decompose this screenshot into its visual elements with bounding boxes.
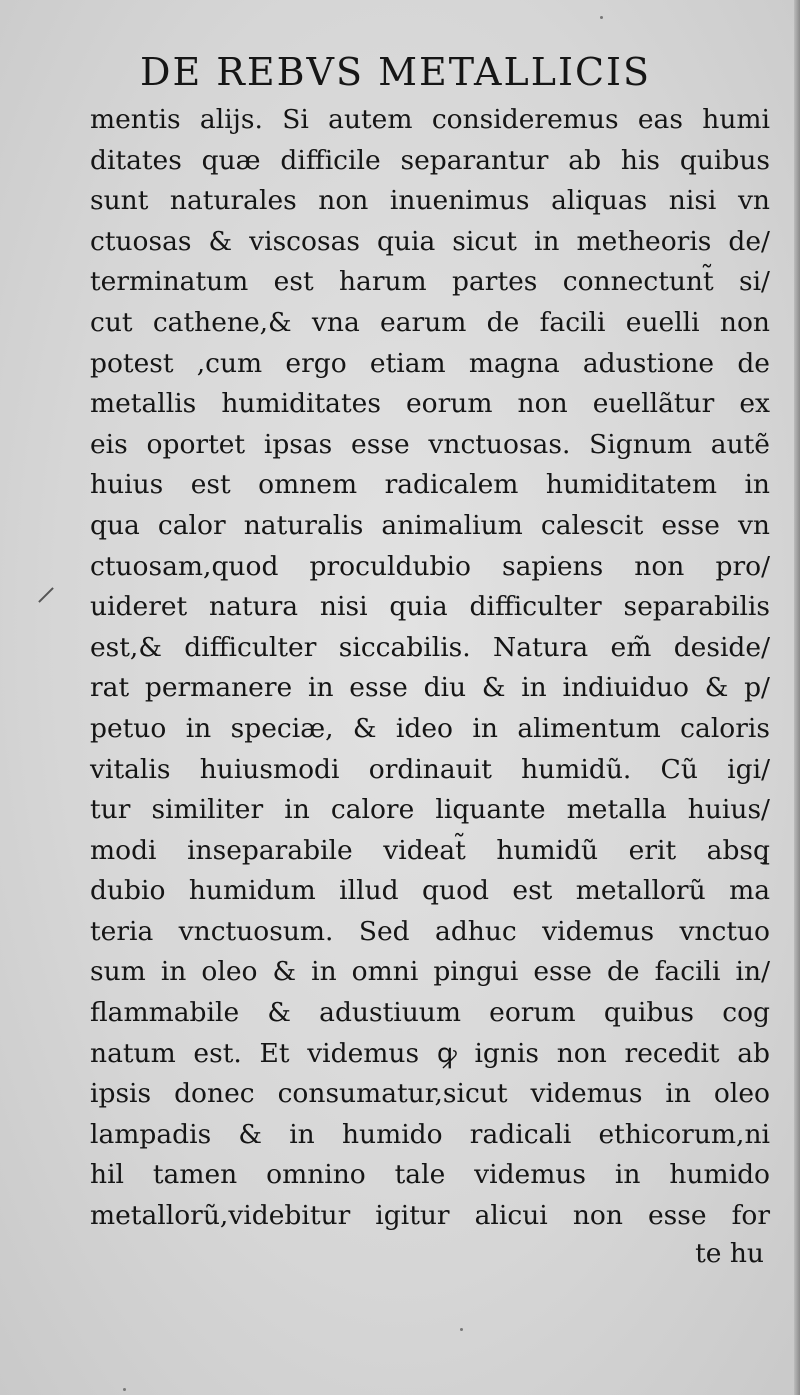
text-line: cut cathene,& vna earum de facili euelli non	[90, 306, 770, 338]
ink-speck	[123, 1388, 126, 1391]
margin-mark	[38, 587, 54, 603]
text-line: ipsis donec consumatur,sicut videmus in oleo	[90, 1078, 770, 1110]
page-edge-shadow	[794, 0, 800, 1395]
text-line: flammabile & adustiuum eorum quibus cog	[90, 997, 770, 1029]
ink-speck	[600, 16, 603, 19]
text-line: potest ,cum ergo etiam magna adustione de	[90, 347, 770, 379]
text-line: huius est omnem radicalem humiditatem in	[90, 469, 770, 501]
text-line: uideret natura nisi quia difficulter separabilis	[90, 591, 770, 623]
text-line: terminatum est harum partes connectunt̃ si/	[90, 266, 770, 298]
text-line: sum in oleo & in omni pingui esse de facili in/	[90, 956, 770, 988]
text-line: modi inseparabile videat̃ humidũ erit absq̧	[90, 834, 770, 866]
text-line: rat permanere in esse diu & in indiuiduo & p/	[90, 672, 770, 704]
running-head: DE REBVS METALLICIS	[140, 50, 652, 94]
text-line: eis oportet ipsas esse vnctuosas. Signum autẽ	[90, 428, 770, 460]
text-line: est,& difficulter siccabilis. Natura em̃ deside/	[90, 631, 770, 663]
text-line: dubio humidum illud quod est metallorũ ma	[90, 875, 770, 907]
text-line: metallorũ,videbitur igitur alicui non esse for	[90, 1200, 770, 1232]
text-line: sunt naturales non inuenimus aliquas nisi vn	[90, 185, 770, 217]
text-line: tur similiter in calore liquante metalla huius/	[90, 794, 770, 826]
text-line: lampadis & in humido radicali ethicorum,ni	[90, 1118, 770, 1150]
text-line: qua calor naturalis animalium calescit esse vn	[90, 509, 770, 541]
ink-speck	[460, 1328, 463, 1331]
text-line: vitalis huiusmodi ordinauit humidũ. Cũ igi/	[90, 753, 770, 785]
text-line: ditates quæ difficile separantur ab his quibus	[90, 144, 770, 176]
catchword: te hu	[695, 1238, 764, 1269]
text-line: metallis humiditates eorum non euellãtur ex	[90, 388, 770, 420]
text-line: ctuosas & viscosas quia sicut in metheoris de/	[90, 225, 770, 257]
text-line: hil tamen omnino tale videmus in humido	[90, 1159, 770, 1191]
text-line: teria vnctuosum. Sed adhuc videmus vnctuo	[90, 915, 770, 947]
text-line: petuo in speciæ, & ideo in alimentum caloris	[90, 712, 770, 744]
text-line: ctuosam,quod proculdubio sapiens non pro/	[90, 550, 770, 582]
body-text	[90, 100, 770, 1237]
text-line: natum est. Et videmus ꝙ ignis non recedit ab	[90, 1037, 770, 1069]
text-line: mentis alijs. Si autem consideremus eas humi	[90, 104, 770, 135]
